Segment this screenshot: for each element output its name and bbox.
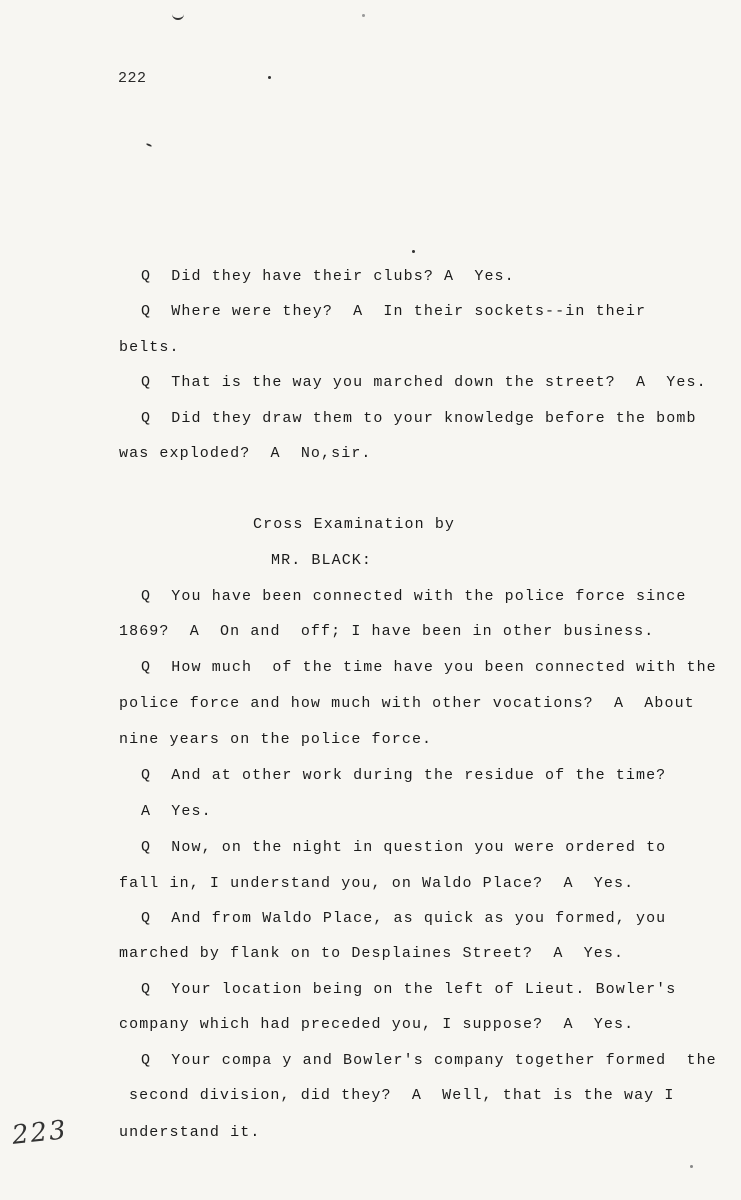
testimony-line: nine years on the police force. <box>119 731 433 748</box>
testimony-line: police force and how much with other vocations? A About <box>119 695 695 712</box>
testimony-line: second division, did they? A Well, that is the way I <box>129 1087 675 1104</box>
testimony-line: Q Your location being on the left of Lieut. Bowler's <box>141 981 677 998</box>
testimony-line: company which had preceded you, I suppose? A Yes. <box>119 1016 635 1033</box>
testimony-line: was exploded? A No,sir. <box>119 445 372 462</box>
testimony-line: Q You have been connected with the police force since <box>141 588 687 605</box>
testimony-line: Q Did they have their clubs? A Yes. <box>141 268 515 285</box>
testimony-line: Q Your compa y and Bowler's company together formed the <box>141 1052 717 1069</box>
handwritten-page-note: 223 <box>10 1115 70 1151</box>
ink-speck <box>362 14 365 17</box>
top-ink-mark <box>172 10 184 20</box>
ink-speck <box>690 1165 693 1168</box>
section-heading: Cross Examination by <box>253 516 456 533</box>
testimony-line: fall in, I understand you, on Waldo Place? A Yes. <box>119 875 635 892</box>
testimony-line: Q And from Waldo Place, as quick as you formed, you <box>141 910 667 927</box>
testimony-line: marched by flank on to Desplaines Street? A Yes. <box>119 945 625 962</box>
testimony-line: A Yes. <box>141 803 212 820</box>
testimony-line: belts. <box>119 339 180 356</box>
page-number: 222 <box>118 70 147 87</box>
testimony-line: Q Now, on the night in question you were ordered to <box>141 839 667 856</box>
testimony-line: Q Did they draw them to your knowledge before the bomb <box>141 410 697 427</box>
testimony-line: Q Where were they? A In their sockets--in their <box>141 303 647 320</box>
ink-speck <box>146 143 152 147</box>
testimony-line: Q And at other work during the residue of the time? <box>141 767 667 784</box>
testimony-line: understand it. <box>119 1124 261 1141</box>
ink-speck <box>412 250 415 253</box>
testimony-line: Q How much of the time have you been connected with the <box>141 659 717 676</box>
ink-speck <box>268 76 271 79</box>
testimony-line: 1869? A On and off; I have been in other business. <box>119 623 655 640</box>
testimony-line: Q That is the way you marched down the street? A Yes. <box>141 374 707 391</box>
examiner-name: MR. BLACK: <box>271 552 373 569</box>
